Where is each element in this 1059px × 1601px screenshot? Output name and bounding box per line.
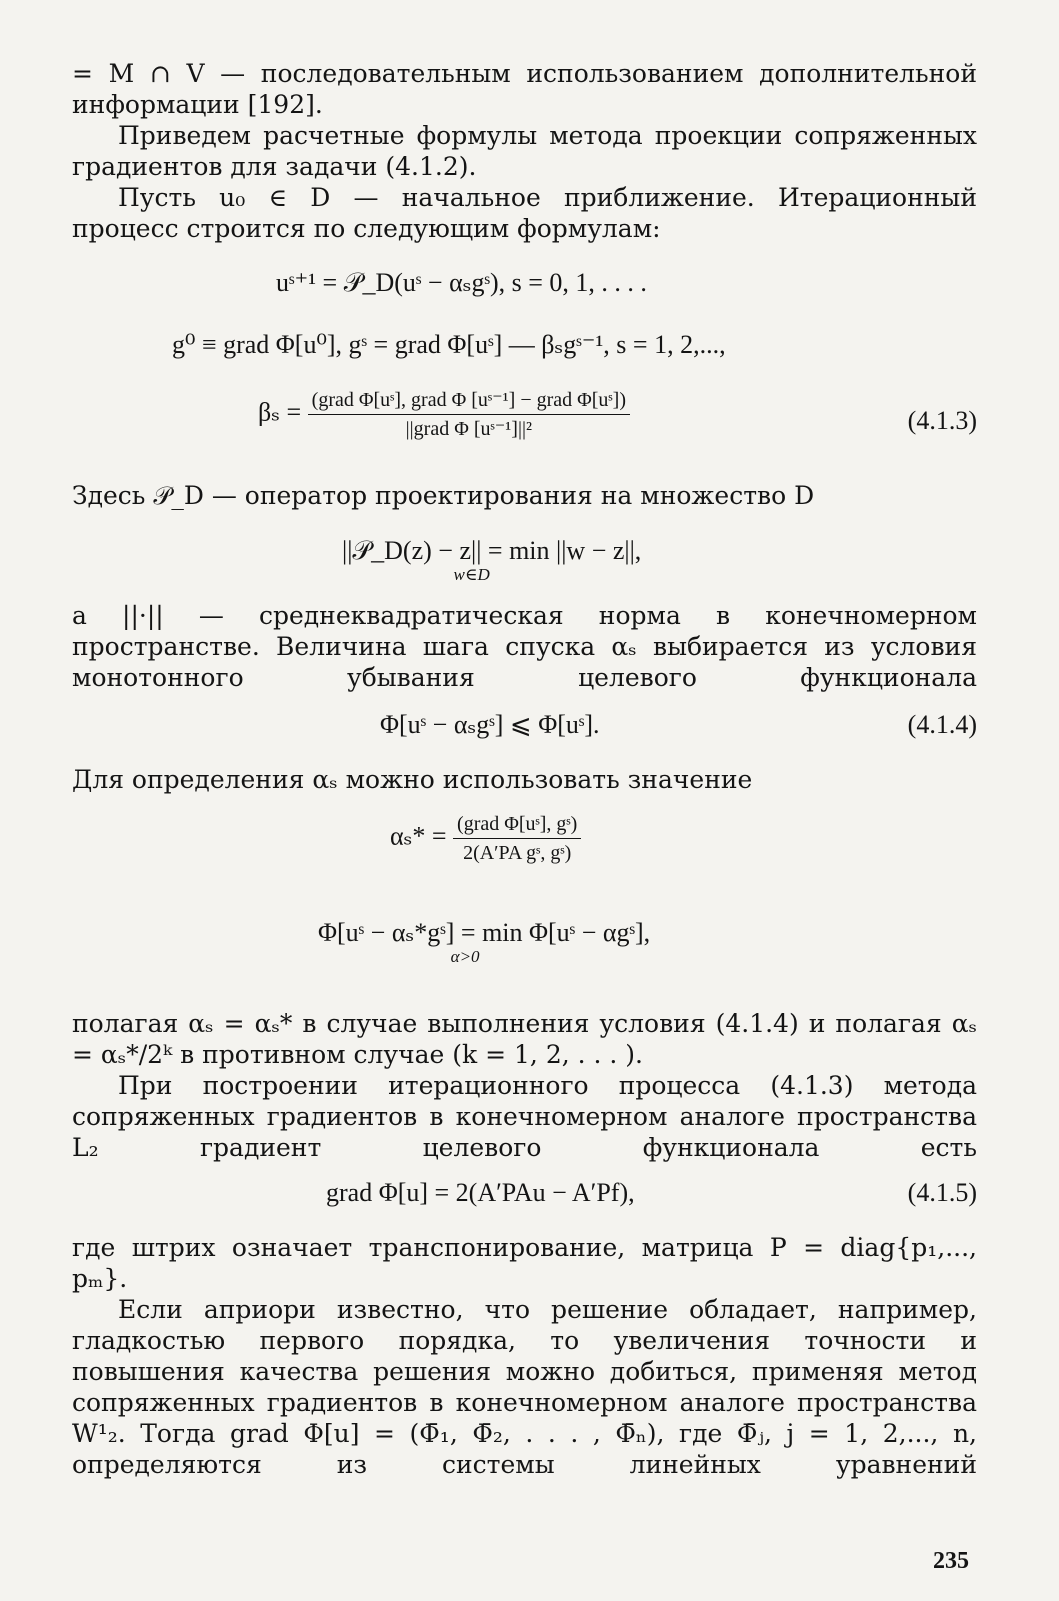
alpha-star-lhs: αₛ* = <box>390 821 447 851</box>
paragraph-5: а ||·|| — среднеквадратическая норма в конечномерном пространстве. Величина шага спуска αₛ выбирается из условия монотонного убывания целевого функционала <box>72 601 977 692</box>
formula-projection <box>342 536 641 584</box>
beta-lhs: βₛ = <box>258 397 302 427</box>
projection-main: ||𝒫_D(z) − z|| = min ||w − z||, <box>342 536 642 565</box>
projection-expression <box>342 536 641 584</box>
formula-gradient-direction: g⁰ ≡ grad Φ[u⁰], gˢ = grad Φ[uˢ] — βₛgˢ⁻¹, s = 1, 2,..., <box>172 330 726 359</box>
formula-alpha-star <box>390 812 581 865</box>
formula-gradient: grad Φ[u] = 2(A′PAu − A′Pf), <box>326 1178 635 1207</box>
paragraph-7: полагая αₛ = αₛ* в случае выполнения условия (4.1.4) и полагая αₛ = αₛ*/2ᵏ в противном случае (k = 1, 2, . . . ). <box>72 1009 977 1069</box>
paragraph-8: При построении итерационного процесса (4.1.3) метода сопряженных градиентов в конечномерном аналоге пространства L₂ градиент целевого функционала есть <box>72 1071 977 1162</box>
alpha-star-denominator: 2(A′PA gˢ, gˢ) <box>463 842 572 864</box>
paragraph-9: где штрих означает транспонирование, матрица P = diag{p₁,..., pₘ}. <box>72 1233 977 1293</box>
equation-number-4-1-5: (4.1.5) <box>907 1178 977 1207</box>
projection-subscript: w∈D <box>453 565 490 584</box>
paragraph-4: Здесь 𝒫_D — оператор проектирования на множество D <box>72 481 815 510</box>
min-step-main: Φ[uˢ − αₛ*gˢ] = min Φ[uˢ − αgˢ], <box>318 918 651 947</box>
beta-numerator: (grad Φ[uˢ], grad Φ [uˢ⁻¹] − grad Φ[uˢ]) <box>308 388 630 415</box>
beta-fraction <box>308 388 630 441</box>
min-step-expression <box>318 918 650 966</box>
equation-number-4-1-4: (4.1.4) <box>907 710 977 739</box>
beta-denominator: ||grad Φ [uˢ⁻¹]||² <box>405 418 532 440</box>
alpha-star-fraction <box>453 812 581 865</box>
formula-min-step <box>318 918 650 966</box>
paragraph-10: Если априори известно, что решение обладает, например, гладкостью первого порядка, то увеличения точности и повышения качества решения можно добиться, применяя метод сопряженных градиентов в конечномерном аналоге пространства W¹₂. Тогда grad Φ[u] = (Φ̄₁, Φ̄₂, . . . , Φ̄ₙ), где Φ̄ⱼ, j = 1, 2,..., n, определяются из системы линейных уравнений <box>72 1295 977 1479</box>
page-number: 235 <box>933 1548 969 1574</box>
paragraph-1: = M ∩ V — последовательным использованием дополнительной информации [192]. <box>72 59 977 119</box>
min-step-subscript: α>0 <box>450 947 480 966</box>
paragraph-6: Для определения αₛ можно использовать значение <box>72 765 753 794</box>
equation-number-4-1-3: (4.1.3) <box>907 406 977 435</box>
formula-monotone-condition: Φ[uˢ − αₛgˢ] ⩽ Φ[uˢ]. <box>380 710 600 739</box>
formula-beta <box>258 388 630 441</box>
alpha-star-numerator: (grad Φ[uˢ], gˢ) <box>453 812 581 839</box>
paragraph-3: Пусть u₀ ∈ D — начальное приближение. Итерационный процесс строится по следующим формулам: <box>72 183 977 243</box>
paragraph-2: Приведем расчетные формулы метода проекции сопряженных градиентов для задачи (4.1.2). <box>72 121 977 181</box>
formula-iteration: uˢ⁺¹ = 𝒫_D(uˢ − αₛgˢ), s = 0, 1, . . . . <box>276 268 647 297</box>
